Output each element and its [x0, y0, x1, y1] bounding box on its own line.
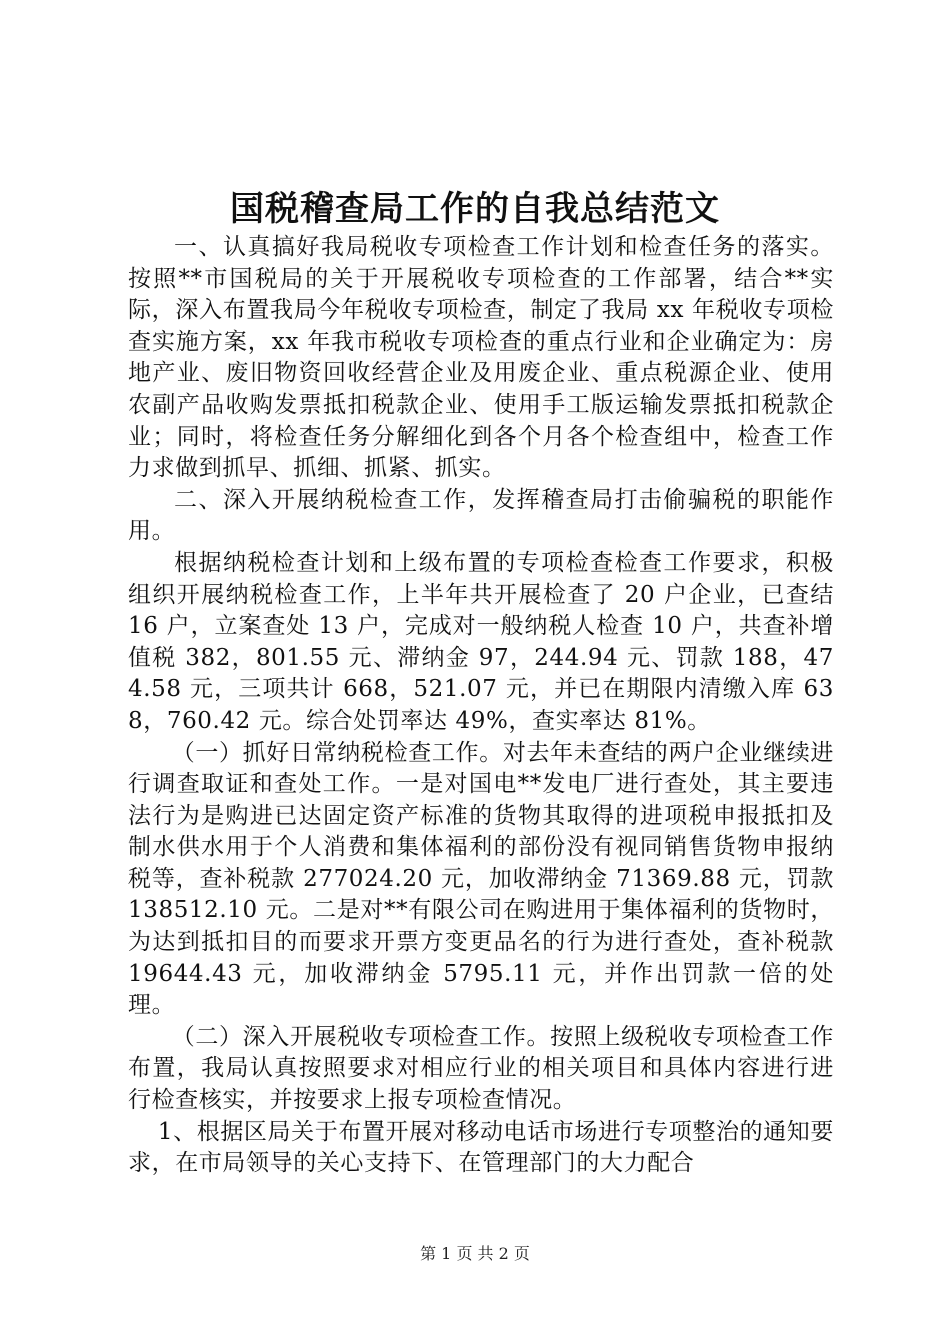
paragraph-6: 1、根据区局关于布置开展对移动电话市场进行专项整治的通知要求，在市局领导的关心支持下、在管理部门的大力配合 [128, 1118, 834, 1177]
paragraph-3: 根据纳税检查计划和上级布置的专项检查检查工作要求，积极组织开展纳税检查工作，上半年共开展检查了 20 户企业，已查结 16 户，立案查处 13 户，完成对一般纳税人检查 10 户，共查补增值税 382，801.55 元、滞纳金 97，244.94 元、罚款 188，474.58 元，三项共计 668，521.07 元，并已在期限内清缴入库 638，760.42 元。综合处罚率达 49%，查实率达 81%。 [128, 549, 834, 734]
paragraph-1: 一、认真搞好我局税收专项检查工作计划和检查任务的落实。按照**市国税局的关于开展税收专项检查的工作部署，结合**实际，深入布置我局今年税收专项检查，制定了我局 xx 年税收专项检查实施方案，xx 年我市税收专项检查的重点行业和企业确定为：房地产业、废旧物资回收经营企业及用废企业、重点税源企业、使用农副产品收购发票抵扣税款企业、使用手工版运输发票抵扣税款企业；同时，将检查任务分解细化到各个月各个检查组中，检查工作力求做到抓早、抓细、抓紧、抓实。 [128, 234, 834, 482]
document-title: 国税稽查局工作的自我总结范文 [230, 189, 720, 229]
paragraph-2: 二、深入开展纳税检查工作，发挥稽查局打击偷骗税的职能作用。 [128, 486, 834, 545]
paragraph-4: （一）抓好日常纳税检查工作。对去年未查结的两户企业继续进行调查取证和查处工作。一是对国电**发电厂进行查处，其主要违法行为是购进已达固定资产标准的货物其取得的进项税申报抵扣及制水供水用于个人消费和集体福利的部份没有视同销售货物申报纳税等，查补税款 277024.20 元，加收滞纳金 71369.88 元，罚款 138512.10 元。二是对**有限公司在购进用于集体福利的货物时，为达到抵扣目的而要求开票方变更品名的行为进行查处，查补税款 19644.43 元，加收滞纳金 5795.11 元，并作出罚款一倍的处理。 [128, 739, 834, 1019]
document-body [128, 232, 834, 1180]
page-footer: 第 1 页 共 2 页 [420, 1244, 530, 1263]
paragraph-5: （二）深入开展税收专项检查工作。按照上级税收专项检查工作布置，我局认真按照要求对相应行业的相关项目和具体内容进行进行检查核实，并按要求上报专项检查情况。 [128, 1023, 834, 1114]
